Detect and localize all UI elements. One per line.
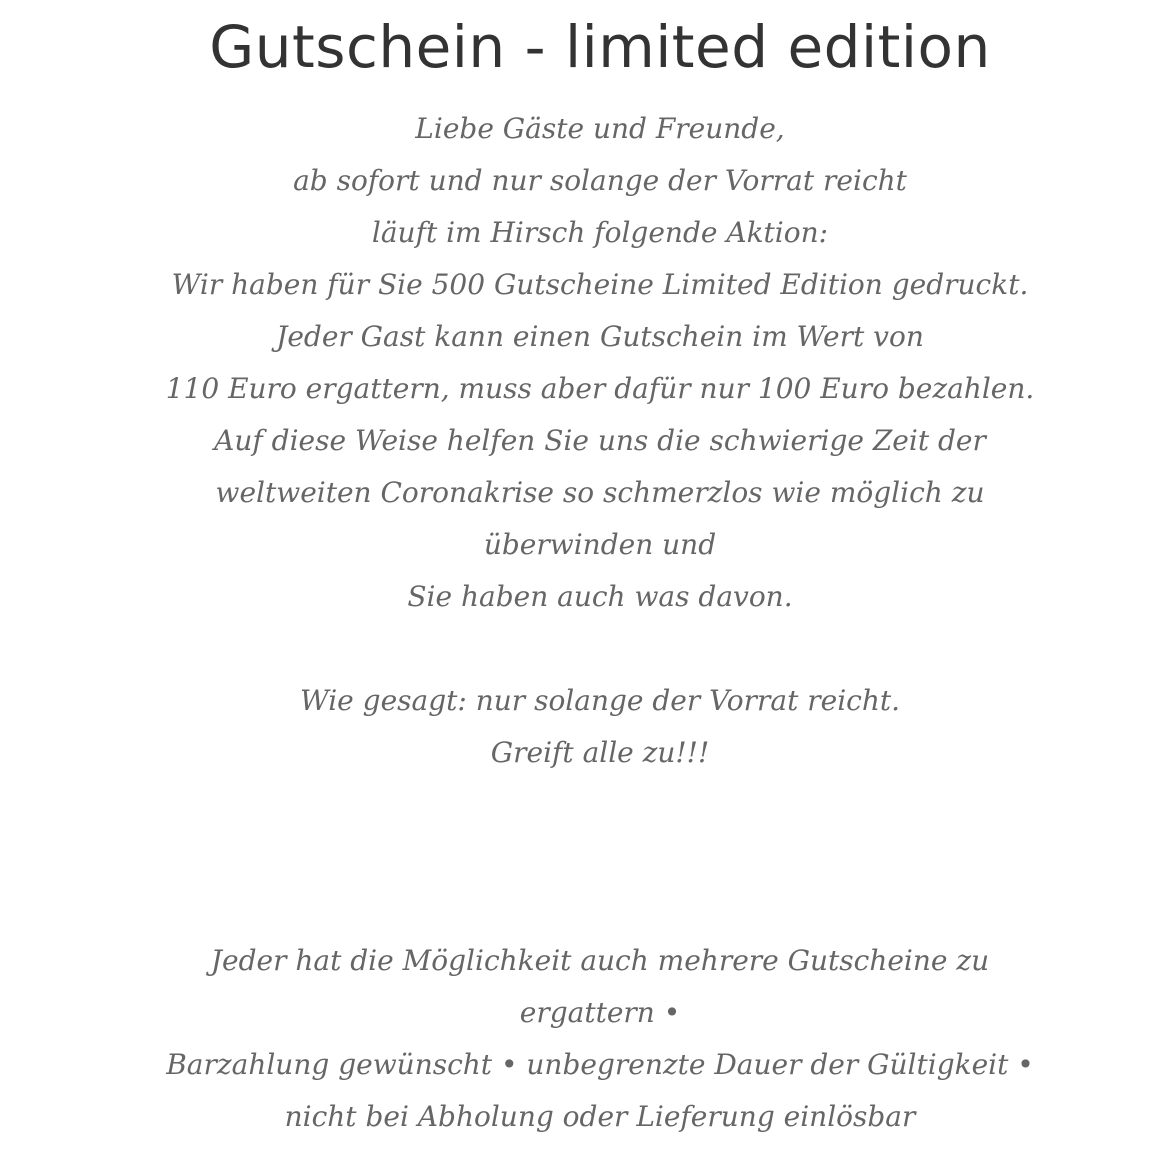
slogan-line: Greift alle zu!!! [490,736,710,769]
conditions-line: Barzahlung gewünscht • unbegrenzte Dauer der Gültigkeit • [166,1048,1034,1081]
conditions-paragraph [0,935,1162,1143]
intro-line: Wir haben für Sie 500 Gutscheine Limited Edition gedruckt. [171,268,1029,301]
intro-line: weltweiten Coronakrise so schmerzlos wie möglich zu [215,476,985,509]
intro-line: Jeder Gast kann einen Gutschein im Wert von [276,320,924,353]
intro-paragraph [0,103,1162,623]
slogan-line: Wie gesagt: nur solange der Vorrat reicht. [299,684,901,717]
conditions-line: nicht bei Abholung oder Lieferung einlösbar [284,1100,916,1133]
page-title: Gutschein - limited edition [209,13,991,81]
intro-line: ab sofort und nur solange der Vorrat reicht [293,164,907,197]
intro-line: Sie haben auch was davon. [407,580,793,613]
intro-line: läuft im Hirsch folgende Aktion: [371,216,829,249]
conditions-line: Jeder hat die Möglichkeit auch mehrere Gutscheine zu [210,944,990,977]
intro-line: 110 Euro ergattern, muss aber dafür nur 100 Euro bezahlen. [165,372,1035,405]
slogan-paragraph [0,675,1162,779]
conditions-line: ergattern • [519,996,681,1029]
intro-line: Auf diese Weise helfen Sie uns die schwierige Zeit der [214,424,986,457]
intro-line: überwinden und [483,528,717,561]
intro-line: Liebe Gäste und Freunde, [415,112,785,145]
